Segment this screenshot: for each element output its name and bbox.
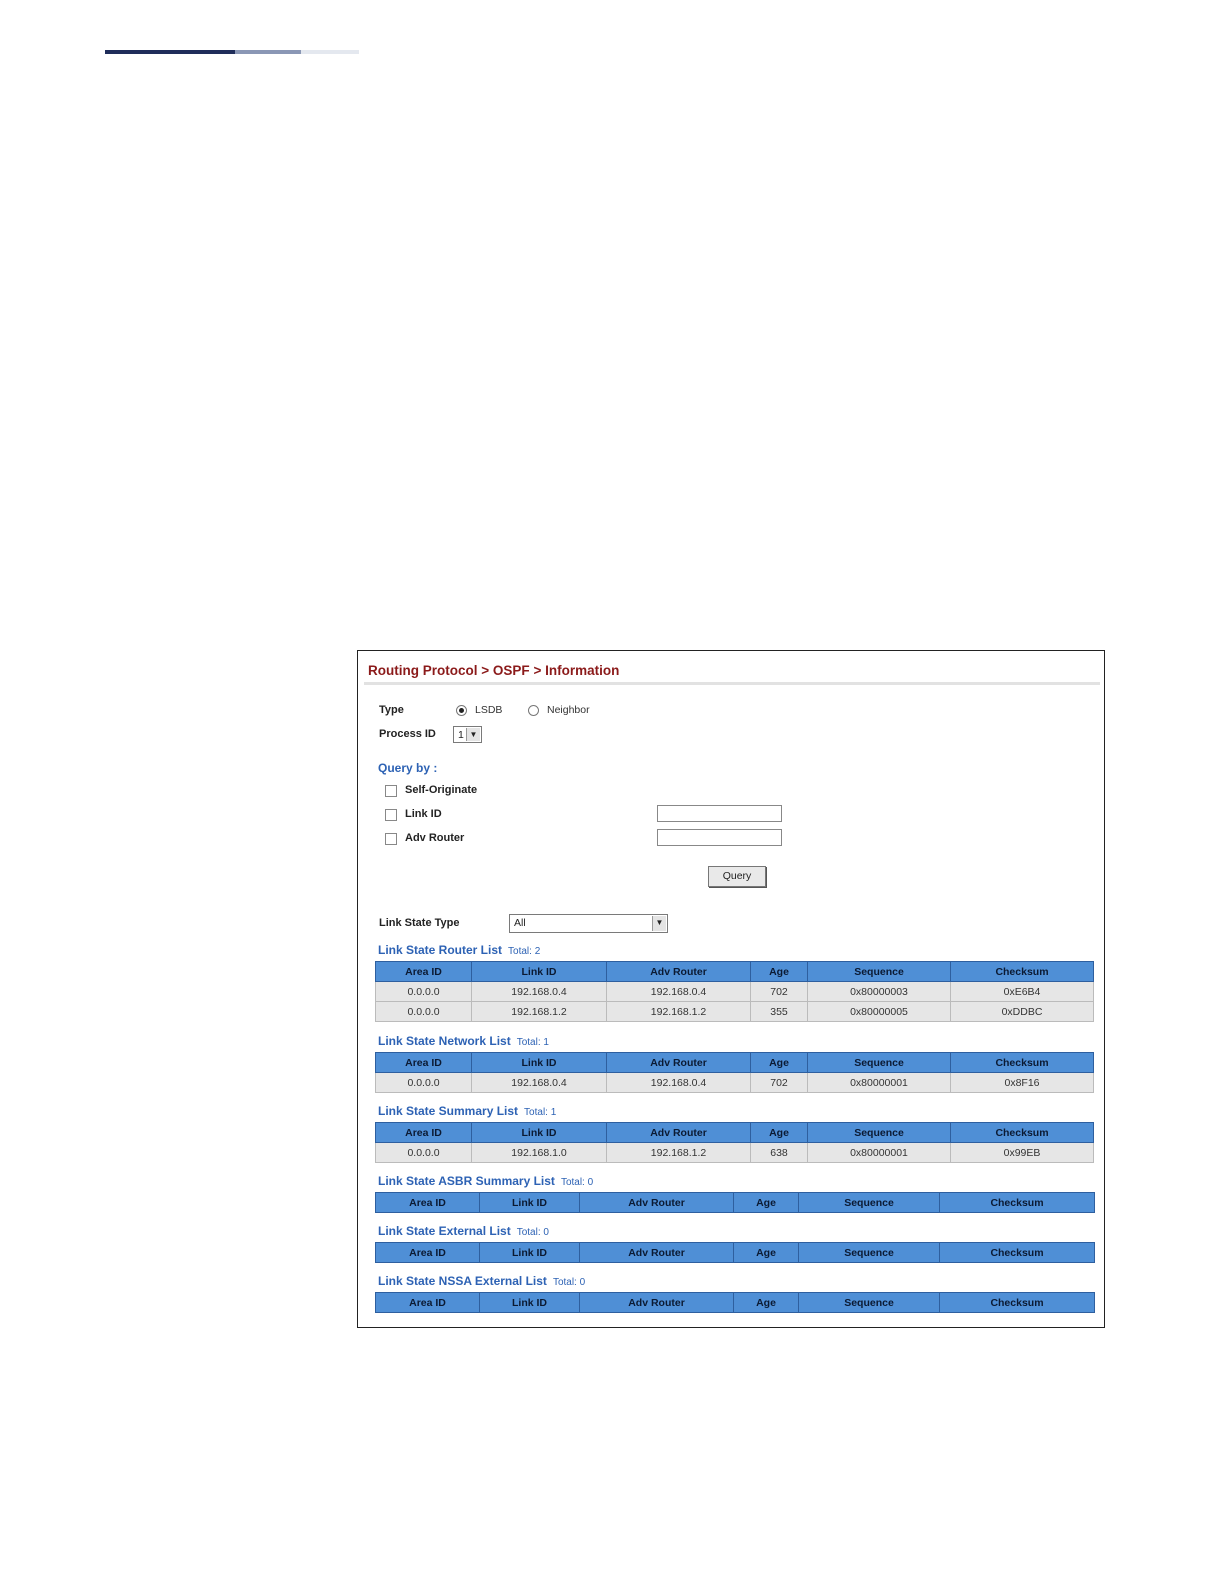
adv-router-checkbox[interactable] (385, 833, 397, 845)
breadcrumb-ospf[interactable]: OSPF (492, 663, 530, 678)
column-header: Link ID (472, 1053, 607, 1073)
column-header: Age (751, 962, 808, 982)
section-total: Total: 0 (560, 1177, 594, 1188)
column-header: Checksum (951, 1053, 1094, 1073)
adv-router-input[interactable] (657, 829, 782, 846)
table-cell: 702 (751, 982, 808, 1002)
query-by-heading: Query by : (378, 761, 438, 775)
link-state-type-select[interactable] (509, 914, 668, 933)
column-header: Link ID (472, 962, 607, 982)
column-header: Checksum (940, 1243, 1095, 1263)
column-header: Adv Router (607, 1053, 751, 1073)
table-cell: 192.168.0.4 (607, 1073, 751, 1093)
title-divider (364, 682, 1100, 685)
column-header: Sequence (808, 1123, 951, 1143)
column-header: Area ID (376, 1293, 480, 1313)
header-accent-mid (235, 50, 301, 54)
table-header-row (376, 1193, 1095, 1213)
table-cell: 0xDDBC (951, 1002, 1094, 1022)
type-lsdb-radio[interactable] (456, 705, 467, 716)
chevron-down-icon[interactable]: ▼ (652, 916, 666, 931)
column-header: Area ID (376, 1193, 480, 1213)
chevron-down-icon[interactable]: ▼ (466, 728, 480, 741)
ospf-information-panel (357, 650, 1105, 1328)
table-row (376, 1143, 1094, 1163)
breadcrumb-routing-protocol[interactable]: Routing Protocol (368, 663, 478, 678)
type-lsdb-label: LSDB (475, 704, 503, 716)
table-cell: 0.0.0.0 (376, 1073, 472, 1093)
type-neighbor-label: Neighbor (547, 704, 590, 716)
column-header: Checksum (951, 1123, 1094, 1143)
table-cell: 0x80000005 (808, 1002, 951, 1022)
table-header-row (376, 1293, 1095, 1313)
column-header: Sequence (799, 1243, 940, 1263)
column-header: Adv Router (607, 1123, 751, 1143)
column-header: Sequence (799, 1193, 940, 1213)
lsdb-table (375, 961, 1094, 1022)
type-label: Type (379, 704, 404, 716)
process-id-select[interactable] (453, 726, 482, 743)
section-title (378, 1224, 549, 1238)
table-cell: 192.168.1.2 (472, 1002, 607, 1022)
table-cell: 0x80000001 (808, 1073, 951, 1093)
table-cell: 0.0.0.0 (376, 982, 472, 1002)
table-cell: 702 (751, 1073, 808, 1093)
table-header-row (376, 1053, 1094, 1073)
table-row (376, 1002, 1094, 1022)
section-title-text: Link State Network List (378, 1034, 511, 1048)
table-cell: 192.168.1.2 (607, 1002, 751, 1022)
table-cell: 355 (751, 1002, 808, 1022)
table-row (376, 982, 1094, 1002)
table-cell: 192.168.1.2 (607, 1143, 751, 1163)
link-id-label: Link ID (405, 808, 442, 820)
column-header: Age (734, 1243, 799, 1263)
table-cell: 0x80000001 (808, 1143, 951, 1163)
link-id-input[interactable] (657, 805, 782, 822)
table-cell: 0.0.0.0 (376, 1143, 472, 1163)
table-cell: 0x8F16 (951, 1073, 1094, 1093)
column-header: Link ID (480, 1243, 580, 1263)
section-title (378, 1104, 556, 1118)
column-header: Checksum (951, 962, 1094, 982)
link-state-type-value: All (514, 917, 526, 929)
section-total: Total: 0 (516, 1227, 549, 1238)
column-header: Age (751, 1053, 808, 1073)
process-id-label: Process ID (379, 728, 436, 740)
column-header: Area ID (376, 1053, 472, 1073)
table-cell: 0x99EB (951, 1143, 1094, 1163)
table-cell: 0.0.0.0 (376, 1002, 472, 1022)
link-id-checkbox[interactable] (385, 809, 397, 821)
section-title (378, 1034, 549, 1048)
section-title-text: Link State Router List (378, 943, 503, 957)
section-total: Total: 0 (552, 1277, 586, 1288)
column-header: Checksum (940, 1193, 1095, 1213)
lsdb-table (375, 1052, 1094, 1093)
table-cell: 638 (751, 1143, 808, 1163)
column-header: Link ID (472, 1123, 607, 1143)
column-header: Adv Router (580, 1193, 734, 1213)
table-cell: 192.168.0.4 (472, 1073, 607, 1093)
header-accent-dark (105, 50, 235, 54)
column-header: Area ID (376, 1243, 480, 1263)
section-total: Total: 2 (508, 946, 541, 957)
column-header: Link ID (480, 1193, 580, 1213)
column-header: Link ID (480, 1293, 580, 1313)
column-header: Age (751, 1123, 808, 1143)
column-header: Checksum (940, 1293, 1095, 1313)
self-originate-checkbox[interactable] (385, 785, 397, 797)
lsdb-table (375, 1122, 1094, 1163)
column-header: Age (734, 1293, 799, 1313)
section-title-text: Link State NSSA External List (378, 1274, 547, 1288)
lsdb-table (375, 1192, 1095, 1213)
lsdb-table (375, 1242, 1095, 1263)
column-header: Area ID (376, 1123, 472, 1143)
column-header: Age (734, 1193, 799, 1213)
link-state-type-label: Link State Type (379, 917, 460, 929)
section-title (378, 1174, 593, 1188)
breadcrumb (368, 663, 619, 678)
table-header-row (376, 1243, 1095, 1263)
column-header: Sequence (799, 1293, 940, 1313)
section-total: Total: 1 (524, 1107, 557, 1118)
header-accent-light (301, 50, 359, 54)
section-title-text: Link State Summary List (378, 1104, 519, 1118)
section-title (378, 943, 540, 957)
table-header-row (376, 962, 1094, 982)
type-neighbor-radio[interactable] (528, 705, 539, 716)
lsdb-table (375, 1292, 1095, 1313)
breadcrumb-information: Information (545, 663, 620, 678)
query-button[interactable]: Query (708, 866, 766, 887)
section-title (378, 1274, 585, 1288)
table-cell: 192.168.0.4 (472, 982, 607, 1002)
table-cell: 192.168.1.0 (472, 1143, 607, 1163)
self-originate-label: Self-Originate (405, 784, 478, 796)
column-header: Adv Router (580, 1293, 734, 1313)
section-total: Total: 1 (516, 1037, 549, 1048)
column-header: Adv Router (607, 962, 751, 982)
column-header: Area ID (376, 962, 472, 982)
breadcrumb-separator: > (481, 663, 490, 678)
table-cell: 192.168.0.4 (607, 982, 751, 1002)
table-header-row (376, 1123, 1094, 1143)
breadcrumb-separator: > (533, 663, 542, 678)
table-cell: 0xE6B4 (951, 982, 1094, 1002)
column-header: Sequence (808, 1053, 951, 1073)
column-header: Adv Router (580, 1243, 734, 1263)
table-cell: 0x80000003 (808, 982, 951, 1002)
adv-router-label: Adv Router (405, 832, 465, 844)
column-header: Sequence (808, 962, 951, 982)
process-id-value: 1 (458, 729, 464, 741)
table-row (376, 1073, 1094, 1093)
section-title-text: Link State External List (378, 1224, 511, 1238)
section-title-text: Link State ASBR Summary List (378, 1174, 555, 1188)
